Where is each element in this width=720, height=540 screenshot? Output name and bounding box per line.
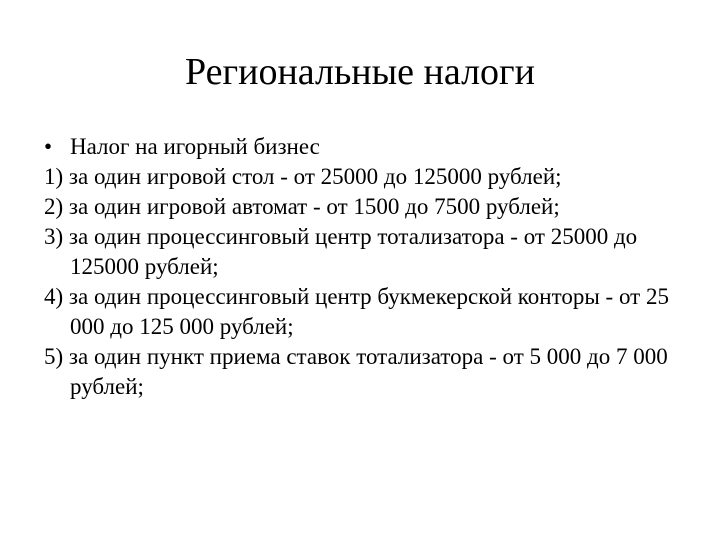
bullet-item [44,132,694,162]
slide-title: Региональные налоги [185,51,535,93]
list-item-1: 1) за один игровой стол - от 25000 до 125000 рублей; [44,164,562,189]
bullet-text: Налог на игорный бизнес [70,134,320,159]
bullet-marker: • [44,134,53,159]
list-item-5: 5) за один пункт приема ставок тотализатора - от 5 000 до 7 000 рублей; [44,344,668,399]
slide-body [44,132,694,402]
list-item-3: 3) за один процессинговый центр тотализатора - от 25000 до 125000 рублей; [44,224,638,279]
list-item-2: 2) за один игровой автомат - от 1500 до 7500 рублей; [44,194,560,219]
list-item-4: 4) за один процессинговый центр букмекерской конторы - от 25 000 до 125 000 рублей; [44,284,669,339]
